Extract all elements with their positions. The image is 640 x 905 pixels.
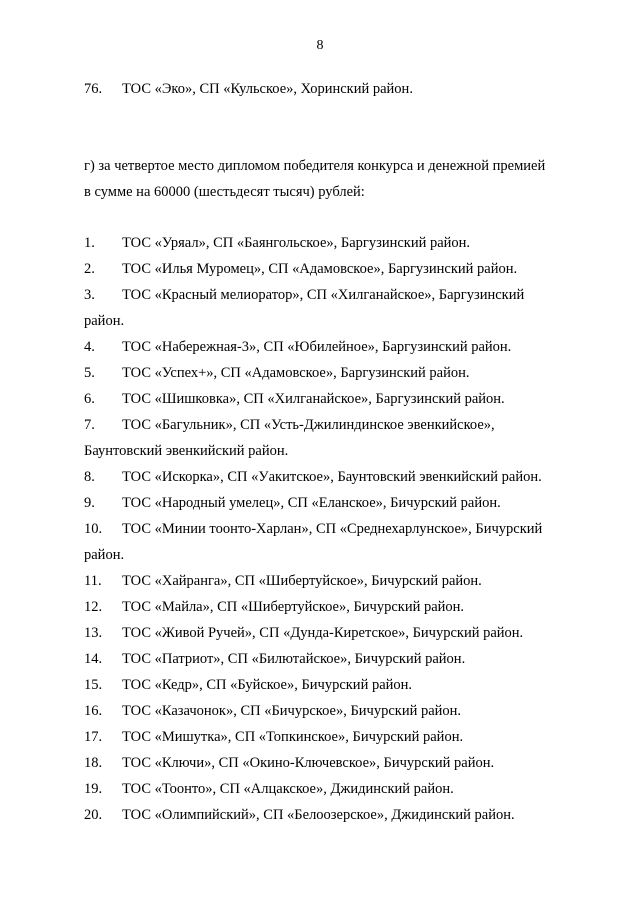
item-number: 11. xyxy=(84,573,102,589)
item-text: ТОС «Уряал», СП «Баянгольское», Баргузинский район. xyxy=(122,235,471,251)
item-text: ТОС «Майла», СП «Шибертуйское», Бичурский район. xyxy=(122,599,465,615)
list-item-continuation: район. xyxy=(84,313,125,329)
item-number: 10. xyxy=(84,521,103,537)
item-number: 15. xyxy=(84,677,103,693)
list-item xyxy=(84,80,413,98)
list-item xyxy=(84,624,523,642)
list-item xyxy=(84,364,470,382)
item-text: ТОС «Илья Муромец», СП «Адамовское», Баргузинский район. xyxy=(122,261,518,277)
item-text: ТОС «Ключи», СП «Окино-Ключевское», Бичурский район. xyxy=(122,755,495,771)
item-text: ТОС «Хайранга», СП «Шибертуйское», Бичурский район. xyxy=(122,573,482,589)
list-item xyxy=(84,468,542,486)
item-number: 6. xyxy=(84,391,95,407)
section-heading-line: в сумме на 60000 (шестьдесят тысяч) рублей: xyxy=(84,184,365,200)
item-number: 13. xyxy=(84,625,103,641)
list-item xyxy=(84,702,461,720)
item-number: 76. xyxy=(84,81,103,97)
item-text: ТОС «Красный мелиоратор», СП «Хилганайское», Баргузинский xyxy=(122,287,525,303)
list-item xyxy=(84,728,463,746)
list-item xyxy=(84,598,464,616)
item-text: ТОС «Багульник», СП «Усть-Джилиндинское эвенкийское», xyxy=(122,417,495,433)
item-text: ТОС «Народный умелец», СП «Еланское», Бичурский район. xyxy=(122,495,501,511)
item-number: 7. xyxy=(84,417,95,433)
list-item xyxy=(84,520,542,538)
section-heading-line: г) за четвертое место дипломом победителя конкурса и денежной премией xyxy=(84,158,546,174)
list-item xyxy=(84,260,517,278)
list-item-continuation: район. xyxy=(84,547,125,563)
list-item xyxy=(84,572,482,590)
item-text: ТОС «Тоонто», СП «Алцакское», Джидинский район. xyxy=(122,781,454,797)
list-item xyxy=(84,806,515,824)
item-text: ТОС «Минии тоонто-Харлан», СП «Среднехарлунское», Бичурский xyxy=(122,521,543,537)
item-text: ТОС «Олимпийский», СП «Белоозерское», Джидинский район. xyxy=(122,807,515,823)
list-item xyxy=(84,286,524,304)
list-item xyxy=(84,780,454,798)
item-number: 16. xyxy=(84,703,103,719)
item-number: 3. xyxy=(84,287,95,303)
item-number: 4. xyxy=(84,339,95,355)
list-item xyxy=(84,234,470,252)
item-text: ТОС «Казачонок», СП «Бичурское», Бичурский район. xyxy=(122,703,462,719)
list-item xyxy=(84,390,505,408)
item-number: 8. xyxy=(84,469,95,485)
list-item xyxy=(84,676,412,694)
item-text: ТОС «Успех+», СП «Адамовское», Баргузинский район. xyxy=(122,365,470,381)
item-number: 18. xyxy=(84,755,103,771)
list-item xyxy=(84,650,465,668)
item-text: ТОС «Мишутка», СП «Топкинское», Бичурский район. xyxy=(122,729,464,745)
item-text: ТОС «Искорка», СП «Уакитское», Баунтовский эвенкийский район. xyxy=(122,469,542,485)
item-number: 5. xyxy=(84,365,95,381)
item-number: 17. xyxy=(84,729,103,745)
item-number: 20. xyxy=(84,807,103,823)
item-number: 19. xyxy=(84,781,103,797)
list-item xyxy=(84,416,495,434)
item-number: 9. xyxy=(84,495,95,511)
item-number: 14. xyxy=(84,651,103,667)
list-item xyxy=(84,754,494,772)
item-text: ТОС «Живой Ручей», СП «Дунда-Киретское», Бичурский район. xyxy=(122,625,524,641)
item-number: 12. xyxy=(84,599,103,615)
item-number: 2. xyxy=(84,261,95,277)
item-text: ТОС «Эко», СП «Кульское», Хоринский район. xyxy=(122,81,413,97)
list-item-continuation: Баунтовский эвенкийский район. xyxy=(84,443,289,459)
item-number: 1. xyxy=(84,235,95,251)
page-number: 8 xyxy=(316,38,324,53)
list-item xyxy=(84,494,501,512)
item-text: ТОС «Кедр», СП «Буйское», Бичурский район. xyxy=(122,677,413,693)
item-text: ТОС «Шишковка», СП «Хилганайское», Баргузинский район. xyxy=(122,391,505,407)
item-text: ТОС «Патриот», СП «Билютайское», Бичурский район. xyxy=(122,651,466,667)
list-item xyxy=(84,338,511,356)
item-text: ТОС «Набережная-3», СП «Юбилейное», Баргузинский район. xyxy=(122,339,512,355)
